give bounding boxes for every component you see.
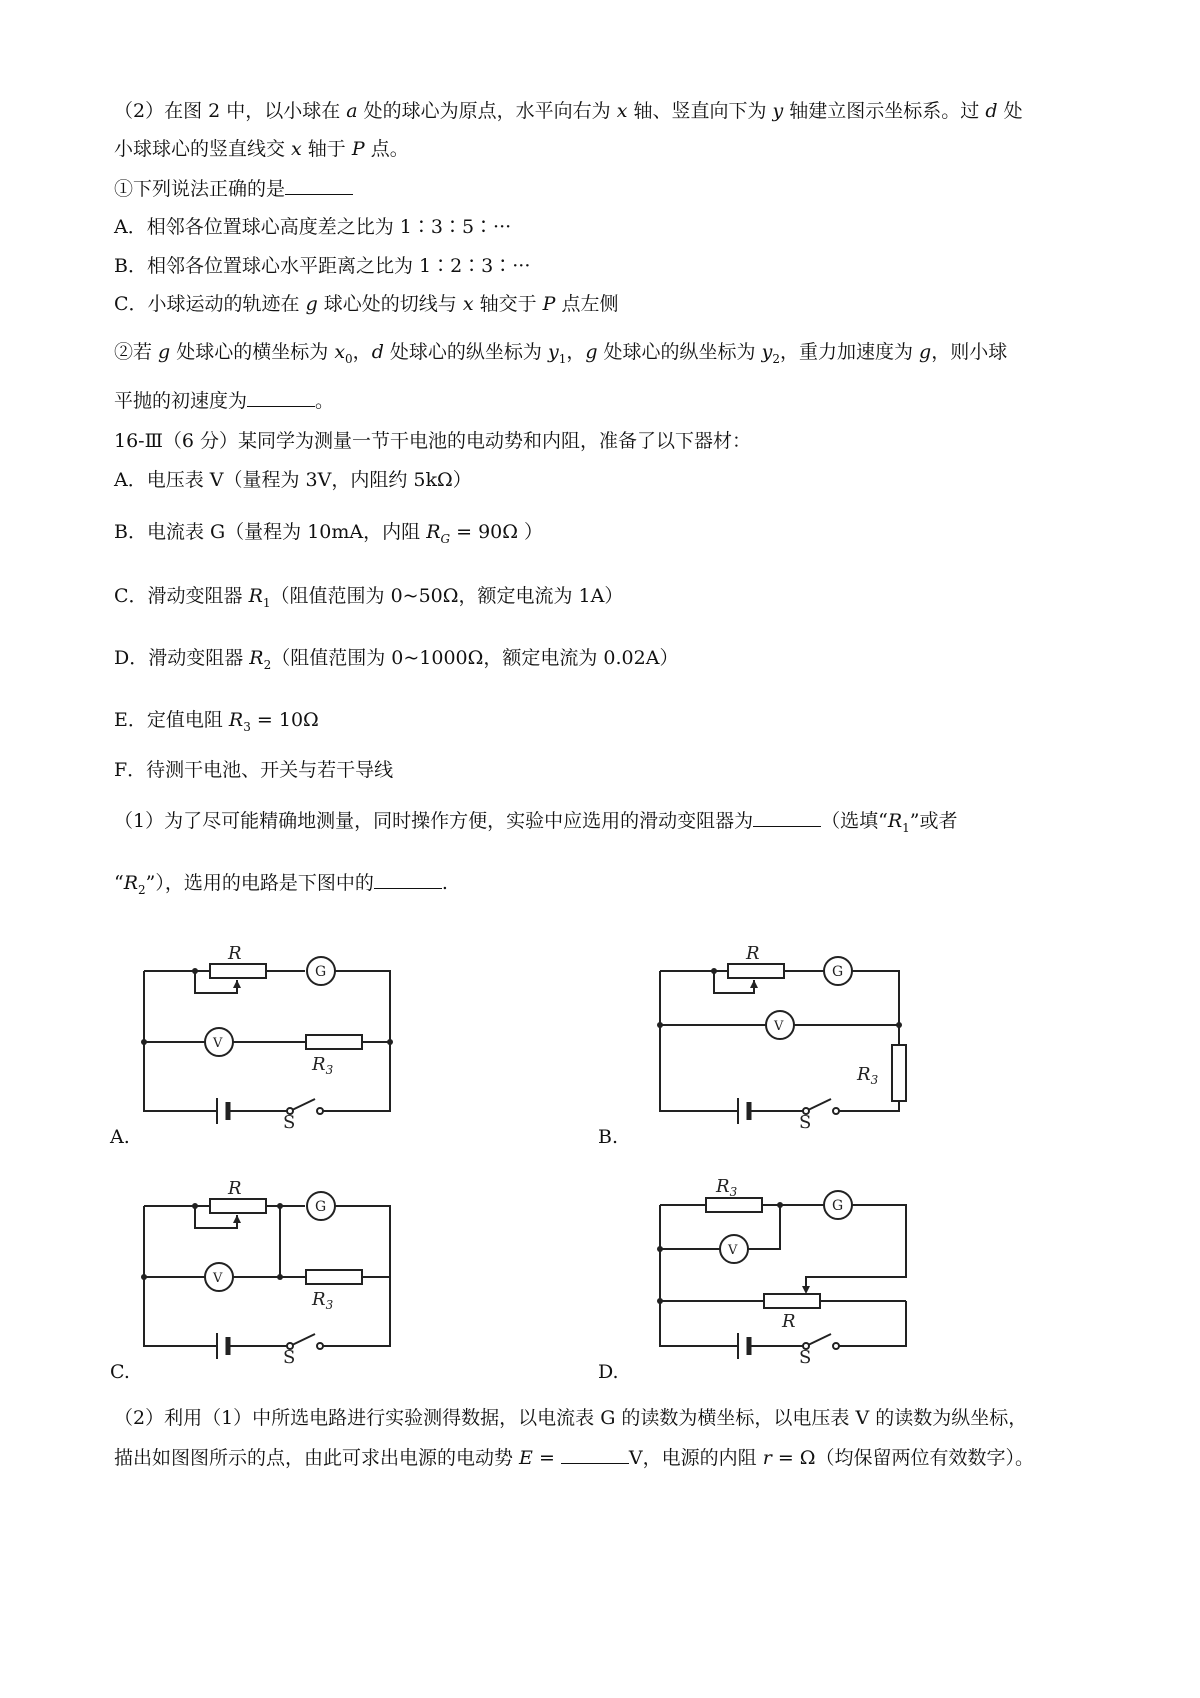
question-2: ②若 g 处球心的横坐标为 $x_0$，d 处球心的纵坐标为 $y_1$，g 处球心的纵坐标为 $y_2$，重力加速度为 g，则小球 [114, 341, 1008, 366]
equipment-e: E．定值电阻 $R_3 = 10\Omega$ [114, 709, 319, 734]
resistor-label: R [746, 943, 760, 964]
equipment-f: F．待测干电池、开关与若干导线 [114, 759, 394, 781]
answer-blank[interactable] [753, 808, 821, 827]
option-b: B．相邻各位置球心水平距离之比为 1∶2∶3∶··· [114, 255, 531, 277]
voltmeter-label: V [774, 1019, 784, 1034]
resistor-label: R [228, 943, 242, 964]
voltmeter-label: V [213, 1271, 223, 1286]
part2-line2: 小球球心的竖直线交 x 轴于 P 点。 [114, 138, 409, 160]
q16-intro: 16-Ⅲ（6 分）某同学为测量一节干电池的电动势和内阻，准备了以下器材： [114, 430, 752, 452]
sub-question-1: （1）为了尽可能精确地测量，同时操作方便，实验中应选用的滑动变阻器为 （选填“$R_1$”或者 [114, 810, 958, 835]
sub-question-2: （2）利用（1）中所选电路进行实验测得数据，以电流表 G 的读数为横坐标，以电压表 V 的读数为纵坐标， [114, 1407, 1028, 1429]
svg-text:R3: $R_3$ [312, 1289, 334, 1312]
galvanometer-label: G [832, 964, 844, 980]
answer-blank[interactable] [247, 388, 315, 407]
circuit-d-label: D. [598, 1361, 619, 1383]
answer-blank[interactable] [285, 176, 353, 195]
voltmeter-label: V [213, 1036, 223, 1051]
galvanometer-label: G [832, 1198, 844, 1214]
option-a: A．相邻各位置球心高度差之比为 1∶3∶5∶··· [114, 216, 512, 238]
question-1: ①下列说法正确的是 [114, 176, 353, 201]
sub-question-2-line2: 描出如图图所示的点，由此可求出电源的电动势 E = V，电源的内阻 r = Ω（均保留两位有效数字）。 [114, 1447, 1035, 1469]
switch-label: S [283, 1347, 296, 1368]
equipment-a: A．电压表 V（量程为 3V，内阻约 5kΩ） [114, 469, 472, 491]
galvanometer-label: G [315, 1199, 327, 1215]
part2-line1: （2）在图 2 中，以小球在 a 处的球心为原点，水平向右为 x 轴、竖直向下为 y 轴建立图示坐标系。过 d 处 [114, 100, 1023, 122]
sub-question-1-line2: “$R_2$”），选用的电路是下图中的 . [114, 872, 448, 897]
resistor-label: R [782, 1311, 796, 1332]
option-c: C．小球运动的轨迹在 g 球心处的切线与 x 轴交于 P 点左侧 [114, 293, 619, 315]
switch-label: S [799, 1347, 812, 1368]
circuit-diagram-c [140, 1165, 400, 1369]
equipment-d: D．滑动变阻器 $R_2$（阻值范围为 0~1000Ω，额定电流为 0.02A） [114, 647, 679, 672]
circuit-c-label: C. [110, 1361, 130, 1383]
circuit-diagram-d [656, 1165, 916, 1369]
question-2-line2: 平抛的初速度为 。 [114, 390, 335, 412]
circuit-a-label: A. [110, 1126, 130, 1148]
voltmeter-label: V [728, 1243, 738, 1258]
circuit-b-label: B. [598, 1126, 619, 1148]
circuit-diagram-b [656, 930, 916, 1134]
resistor-label: R [228, 1178, 242, 1199]
switch-label: S [799, 1112, 812, 1133]
switch-label: S [283, 1112, 296, 1133]
answer-blank[interactable] [374, 870, 442, 889]
svg-text:R3: $R_3$ [312, 1054, 334, 1077]
equipment-b: B．电流表 G（量程为 10mA，内阻 $R_G = 90\Omega$ ） [114, 521, 544, 546]
answer-blank[interactable] [561, 1445, 629, 1464]
svg-text:R3: $R_3$ [857, 1064, 879, 1087]
equipment-c: C．滑动变阻器 $R_1$（阻值范围为 0~50Ω，额定电流为 1A） [114, 585, 624, 610]
svg-text:R3: $R_3$ [716, 1176, 738, 1199]
circuit-diagram-a [140, 930, 400, 1134]
galvanometer-label: G [315, 964, 327, 980]
